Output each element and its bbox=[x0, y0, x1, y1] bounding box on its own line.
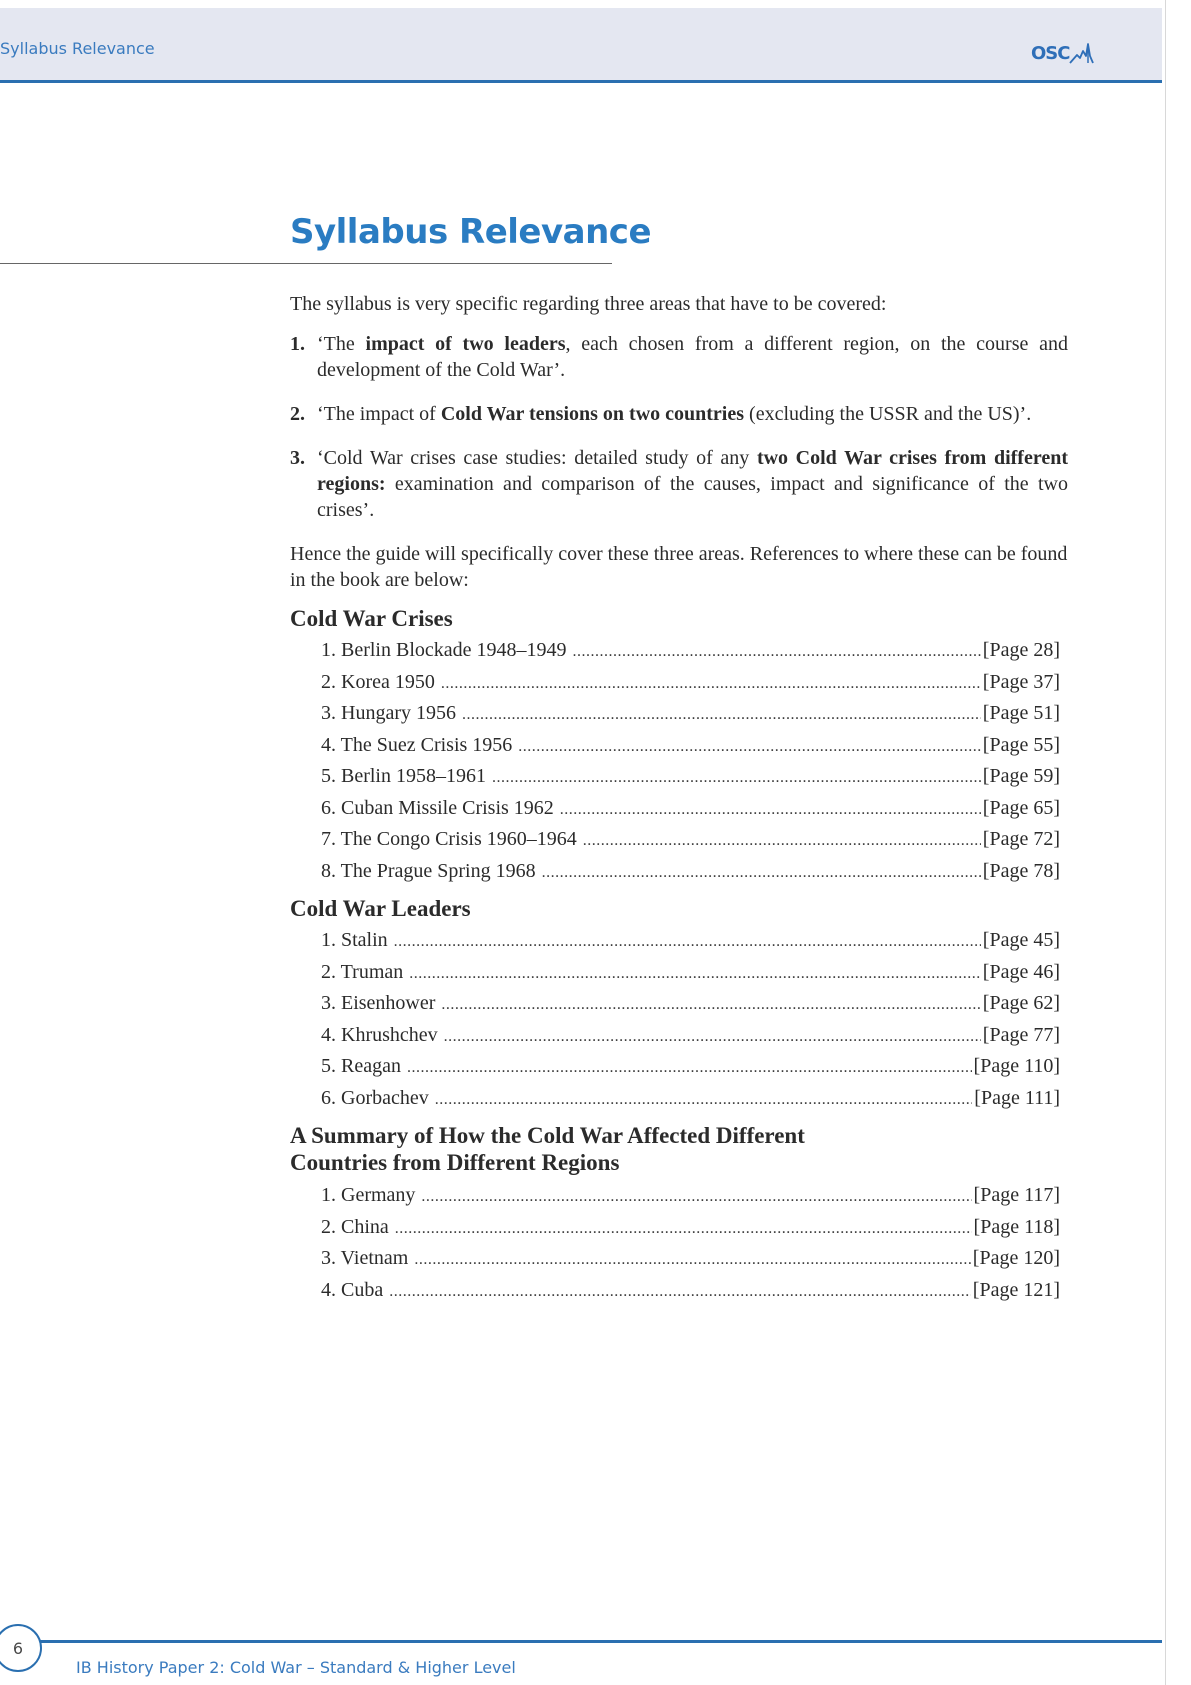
dot-leader bbox=[394, 929, 981, 955]
toc-entry bbox=[321, 858, 1060, 890]
text-run: ‘The impact of bbox=[317, 403, 441, 425]
dot-leader bbox=[573, 639, 981, 665]
toc-entry-label: 2. Korea 1950 bbox=[321, 670, 435, 693]
toc-entry-page: [Page 28] bbox=[982, 639, 1060, 661]
syllabus-point-number: 1. bbox=[290, 333, 305, 355]
toc-entry bbox=[321, 927, 1060, 959]
toc-entry-label: 3. Hungary 1956 bbox=[321, 702, 456, 724]
dot-leader bbox=[560, 797, 981, 823]
dot-leader bbox=[421, 1184, 971, 1210]
toc-entry-page: [Page 59] bbox=[982, 765, 1060, 787]
dot-leader bbox=[492, 765, 981, 791]
page-title: Syllabus Relevance bbox=[290, 212, 651, 252]
toc-entry-label: 2. Truman bbox=[321, 960, 404, 983]
toc-entry-page: [Page 117] bbox=[973, 1184, 1060, 1206]
page-edge bbox=[1165, 0, 1166, 1685]
toc-list bbox=[290, 637, 1068, 889]
toc-entry bbox=[321, 1277, 1060, 1309]
main-content bbox=[290, 291, 1068, 1314]
page-number: 6 bbox=[12, 1638, 24, 1658]
toc-entry bbox=[321, 1053, 1060, 1085]
pen-nib-icon bbox=[1069, 42, 1095, 64]
text-run: examination and comparison of the causes, impact and significance of the two crises’. bbox=[317, 473, 1068, 521]
toc-entry-label: 6. Cuban Missile Crisis 1962 bbox=[321, 796, 554, 819]
toc-entry-page: [Page 55] bbox=[982, 733, 1060, 756]
syllabus-point-text bbox=[317, 445, 1068, 523]
syllabus-point-text bbox=[317, 401, 1068, 427]
toc-entry-label: 1. Stalin bbox=[321, 929, 388, 951]
toc-entry bbox=[321, 990, 1060, 1022]
toc-entry bbox=[321, 959, 1060, 991]
toc-entry-page: [Page 72] bbox=[982, 828, 1060, 850]
dot-leader bbox=[583, 828, 981, 854]
section-heading: Cold War Leaders bbox=[290, 896, 471, 921]
toc-entry-label: 4. Khrushchev bbox=[321, 1023, 438, 1046]
toc-entry-page: [Page 51] bbox=[982, 702, 1060, 724]
toc-entry-label: 3. Eisenhower bbox=[321, 992, 436, 1014]
toc-entry bbox=[321, 795, 1060, 827]
toc-entry-label: 2. China bbox=[321, 1215, 389, 1238]
toc-entry-label: 1. Germany bbox=[321, 1184, 416, 1206]
toc-entry-label: 4. Cuba bbox=[321, 1278, 384, 1301]
dot-leader bbox=[462, 702, 981, 728]
toc-entry-page: [Page 77] bbox=[982, 1023, 1060, 1046]
dot-leader bbox=[389, 1279, 971, 1305]
toc-entry-page: [Page 65] bbox=[982, 796, 1060, 819]
text-run: , each chosen from a different region, on the course and development of the Cold War’. bbox=[317, 333, 1068, 381]
toc-entry-label: 7. The Congo Crisis 1960–1964 bbox=[321, 828, 577, 850]
toc-list bbox=[290, 927, 1068, 1116]
toc-entry bbox=[321, 763, 1060, 795]
intro-paragraph: The syllabus is very specific regarding three areas that have to be covered: bbox=[290, 293, 887, 315]
emphasis-text: two Cold War crises from different regions: bbox=[317, 447, 1069, 495]
toc-entry bbox=[321, 637, 1060, 669]
toc-entry-label: 1. Berlin Blockade 1948–1949 bbox=[321, 639, 567, 661]
syllabus-point-number: 3. bbox=[290, 447, 305, 469]
toc-entry bbox=[321, 700, 1060, 732]
dot-leader bbox=[395, 1216, 972, 1242]
dot-leader bbox=[441, 671, 981, 697]
toc-entry-page: [Page 111] bbox=[974, 1086, 1060, 1109]
syllabus-point bbox=[290, 445, 1068, 523]
toc-entry-label: 5. Reagan bbox=[321, 1055, 401, 1077]
emphasis-text: impact of two leaders bbox=[365, 333, 566, 355]
toc-entry-page: [Page 78] bbox=[982, 859, 1060, 882]
toc-entry bbox=[321, 1245, 1060, 1277]
syllabus-point-text bbox=[317, 331, 1068, 383]
header-band bbox=[0, 8, 1162, 80]
publisher-logo-text: OSC bbox=[1031, 43, 1070, 64]
syllabus-point-number: 2. bbox=[290, 403, 305, 425]
toc-entry-label: 3. Vietnam bbox=[321, 1247, 409, 1269]
dot-leader bbox=[435, 1087, 973, 1113]
toc-entry bbox=[321, 1182, 1060, 1214]
toc-entry-label: 8. The Prague Spring 1968 bbox=[321, 859, 536, 882]
outro-paragraph: Hence the guide will specifically cover these three areas. References to where these can be found in the book are below: bbox=[290, 543, 1068, 591]
dot-leader bbox=[414, 1247, 970, 1273]
text-run: (excluding the USSR and the US)’. bbox=[744, 403, 1032, 425]
page-number-badge bbox=[0, 1624, 42, 1672]
toc-entry-page: [Page 121] bbox=[972, 1278, 1060, 1301]
toc-entry-page: [Page 62] bbox=[982, 992, 1060, 1014]
dot-leader bbox=[409, 961, 981, 987]
header-rule bbox=[0, 80, 1162, 83]
reference-sections bbox=[290, 605, 1068, 1308]
toc-entry bbox=[321, 1085, 1060, 1117]
toc-entry-page: [Page 45] bbox=[982, 929, 1060, 951]
toc-entry-page: [Page 118] bbox=[973, 1215, 1060, 1238]
toc-entry-label: 5. Berlin 1958–1961 bbox=[321, 765, 486, 787]
toc-entry-label: 6. Gorbachev bbox=[321, 1086, 429, 1109]
toc-entry bbox=[321, 732, 1060, 764]
toc-entry-page: [Page 46] bbox=[982, 960, 1060, 983]
toc-entry bbox=[321, 669, 1060, 701]
text-run: ‘The bbox=[317, 333, 366, 355]
dot-leader bbox=[518, 734, 981, 760]
dot-leader bbox=[407, 1055, 972, 1081]
toc-entry-label: 4. The Suez Crisis 1956 bbox=[321, 733, 513, 756]
toc-entry bbox=[321, 1214, 1060, 1246]
running-header-title: Syllabus Relevance bbox=[0, 39, 155, 58]
toc-entry-page: [Page 120] bbox=[972, 1247, 1060, 1269]
dot-leader bbox=[542, 860, 981, 886]
toc-list bbox=[290, 1182, 1068, 1308]
footer-rule bbox=[38, 1640, 1162, 1643]
syllabus-point bbox=[290, 331, 1068, 383]
title-underline bbox=[0, 263, 612, 264]
emphasis-text: Cold War tensions on two countries bbox=[440, 403, 745, 425]
syllabus-points-list bbox=[290, 331, 1068, 523]
dot-leader bbox=[441, 992, 980, 1018]
section-heading: A Summary of How the Cold War Affected Different Countries from Different Regions bbox=[290, 1123, 805, 1175]
footer-book-title: IB History Paper 2: Cold War – Standard & Higher Level bbox=[76, 1658, 516, 1677]
toc-entry-page: [Page 110] bbox=[973, 1055, 1060, 1077]
toc-entry bbox=[321, 1022, 1060, 1054]
toc-entry-page: [Page 37] bbox=[982, 670, 1060, 693]
section-heading: Cold War Crises bbox=[290, 606, 453, 631]
text-run: ‘Cold War crises case studies: detailed study of any bbox=[317, 447, 757, 469]
syllabus-point bbox=[290, 401, 1068, 427]
toc-entry bbox=[321, 826, 1060, 858]
publisher-logo bbox=[1031, 42, 1095, 64]
dot-leader bbox=[444, 1024, 981, 1050]
